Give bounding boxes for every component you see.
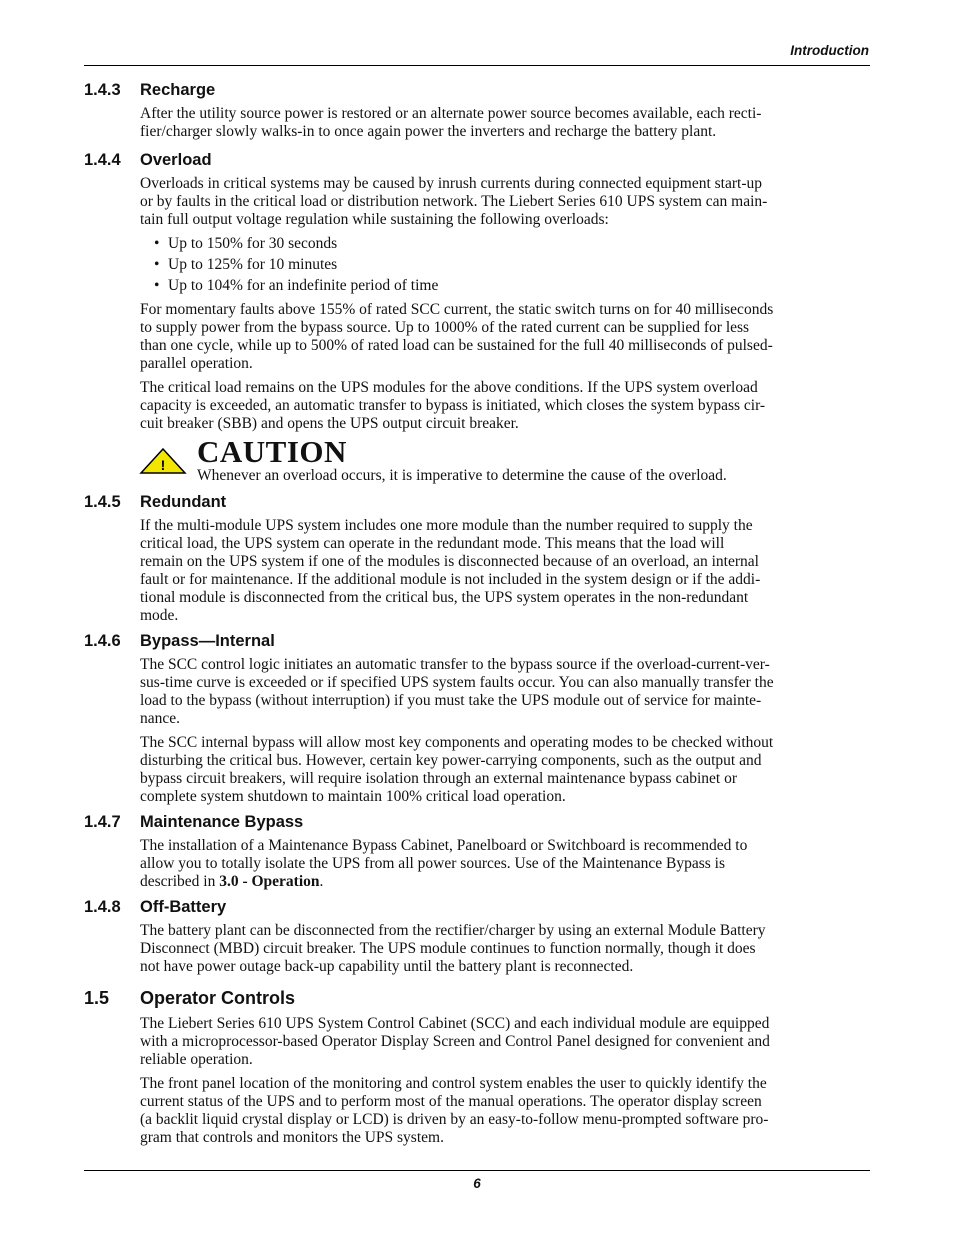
text-line: The SCC control logic initiates an automatic transfer to the bypass source if the overload-current-ver- — [140, 656, 770, 673]
overload-capacity-paragraph — [140, 379, 870, 433]
text-fragment: . — [319, 873, 324, 890]
text-line: tional module is disconnected from the critical bus, the UPS system operates in the non-redundant — [140, 589, 749, 606]
section-number: 1.4.8 — [84, 898, 121, 916]
text-line: The Liebert Series 610 UPS System Control Cabinet (SCC) and each individual module are equipped — [140, 1015, 770, 1032]
text-line: capacity is exceeded, an automatic transfer to bypass is initiated, which closes the system bypass cir- — [140, 397, 766, 414]
text-line: parallel operation. — [140, 355, 253, 372]
running-header: Introduction — [790, 43, 869, 58]
section-number: 1.4.3 — [84, 81, 121, 99]
text-line: complete system shutdown to maintain 100% critical load operation. — [140, 788, 566, 805]
text-line: mode. — [140, 607, 179, 624]
list-item — [154, 277, 438, 295]
text-line: If the multi-module UPS system includes one more module than the number required to supply the — [140, 517, 753, 534]
text-line: sus-time curve is exceeded or if specified UPS system faults occur. You can also manually transfer the — [140, 674, 774, 691]
section-title: Bypass—Internal — [140, 632, 275, 650]
maintenance-paragraph — [140, 837, 870, 891]
text-line: Overloads in critical systems may be caused by inrush currents during connected equipment start-up — [140, 175, 762, 192]
text-line — [140, 873, 870, 891]
off-battery-paragraph — [140, 922, 870, 976]
text-line: bypass circuit breakers, will require isolation through an external maintenance bypass cabinet or — [140, 770, 737, 787]
bypass-internal-paragraph — [140, 734, 870, 806]
text-line: fier/charger slowly walks-in to once again power the inverters and recharge the battery plant. — [140, 123, 717, 140]
text-line: (a backlit liquid crystal display or LCD) is driven by an easy-to-follow menu-prompted software pro- — [140, 1111, 769, 1128]
text-line: not have power outage back-up capability until the battery plant is reconnected. — [140, 958, 634, 975]
section-number: 1.4.6 — [84, 632, 121, 650]
text-fragment: described in — [140, 873, 220, 890]
text-line: For momentary faults above 155% of rated SCC current, the static switch turns on for 40 milliseconds — [140, 301, 774, 318]
text-line: critical load, the UPS system can operate in the redundant mode. This means that the load will — [140, 535, 725, 552]
text-line: cuit breaker (SBB) and opens the UPS output circuit breaker. — [140, 415, 519, 432]
list-item-text: Up to 150% for 30 seconds — [168, 235, 338, 252]
text-line: fault or for maintenance. If the additional module is not included in the system design or if the addi- — [140, 571, 761, 588]
list-item-text: Up to 125% for 10 minutes — [168, 256, 338, 273]
operator-intro-paragraph — [140, 1015, 870, 1069]
text-line: or by faults in the critical load or distribution network. The Liebert Series 610 UPS system can main- — [140, 193, 768, 210]
list-item — [154, 235, 337, 253]
text-line: tain full output voltage regulation while sustaining the following overloads: — [140, 211, 609, 228]
text-line: reliable operation. — [140, 1051, 253, 1068]
section-title: Overload — [140, 151, 212, 169]
bullet-glyph: • — [154, 235, 160, 252]
text-line: remain on the UPS system if one of the modules is disconnected because of an overload, an internal — [140, 553, 759, 570]
section-title: Maintenance Bypass — [140, 813, 304, 831]
page-number: 6 — [473, 1176, 481, 1191]
footer-rule — [84, 1170, 870, 1171]
text-line: gram that controls and monitors the UPS system. — [140, 1129, 444, 1146]
section-heading-recharge — [84, 80, 215, 100]
operator-panel-paragraph — [140, 1075, 870, 1147]
bullet-glyph: • — [154, 256, 160, 273]
bypass-logic-paragraph — [140, 656, 870, 728]
bullet-glyph: • — [154, 277, 160, 294]
redundant-paragraph — [140, 517, 870, 625]
text-line: current status of the UPS and to perform most of the manual operations. The operator display screen — [140, 1093, 762, 1110]
section-heading-bypass-internal — [84, 631, 275, 651]
section-heading-overload — [84, 150, 212, 170]
text-line: After the utility source power is restored or an alternate power source becomes available, each recti- — [140, 105, 762, 122]
section-number: 1.4.5 — [84, 493, 121, 511]
caution-text: Whenever an overload occurs, it is imperative to determine the cause of the overload. — [197, 467, 727, 484]
list-item-text: Up to 104% for an indefinite period of time — [168, 277, 439, 294]
text-line: The installation of a Maintenance Bypass Cabinet, Panelboard or Switchboard is recommended to — [140, 837, 748, 854]
caution-title: CAUTION — [197, 434, 347, 469]
overload-faults-paragraph — [140, 301, 870, 373]
section-title: Redundant — [140, 493, 227, 511]
text-line: The SCC internal bypass will allow most key components and operating modes to be checked without — [140, 734, 774, 751]
section-heading-off-battery — [84, 897, 226, 917]
section-number: 1.5 — [84, 988, 110, 1008]
text-line: load to the bypass (without interruption) if you must take the UPS module out of service for mainte- — [140, 692, 762, 709]
section-title: Off-Battery — [140, 898, 227, 916]
section-number: 1.4.4 — [84, 151, 121, 169]
section-heading-operator-controls — [84, 987, 295, 1009]
section-heading-redundant — [84, 492, 226, 512]
section-number: 1.4.7 — [84, 813, 121, 831]
cross-reference-link[interactable]: 3.0 - Operation — [219, 873, 320, 890]
header-rule — [84, 65, 870, 66]
text-line: disturbing the critical bus. However, certain key power-carrying components, such as the output and — [140, 752, 762, 769]
text-line: with a microprocessor-based Operator Display Screen and Control Panel designed for convenient and — [140, 1033, 770, 1050]
recharge-paragraph — [140, 105, 870, 141]
text-line: than one cycle, while up to 500% of rated load can be sustained for the full 40 milliseconds of pulsed- — [140, 337, 773, 354]
text-line: Disconnect (MBD) circuit breaker. The UPS module continues to function normally, though it does — [140, 940, 756, 957]
text-line: The battery plant can be disconnected from the rectifier/charger by using an external Module Battery — [140, 922, 766, 939]
text-line: The front panel location of the monitoring and control system enables the user to quickly identify the — [140, 1075, 767, 1092]
text-line: allow you to totally isolate the UPS from all power sources. Use of the Maintenance Bypass is — [140, 855, 726, 872]
section-title: Recharge — [140, 81, 216, 99]
overload-intro-paragraph — [140, 175, 870, 229]
text-line: to supply power from the bypass source. Up to 1000% of the rated current can be supplied for less — [140, 319, 750, 336]
text-line: nance. — [140, 710, 181, 727]
section-title: Operator Controls — [140, 988, 296, 1008]
text-line: The critical load remains on the UPS modules for the above conditions. If the UPS system overload — [140, 379, 758, 396]
warning-triangle-icon — [139, 447, 187, 475]
section-heading-maintenance-bypass — [84, 812, 303, 832]
list-item — [154, 256, 337, 274]
warning-exclamation: ! — [160, 457, 166, 473]
